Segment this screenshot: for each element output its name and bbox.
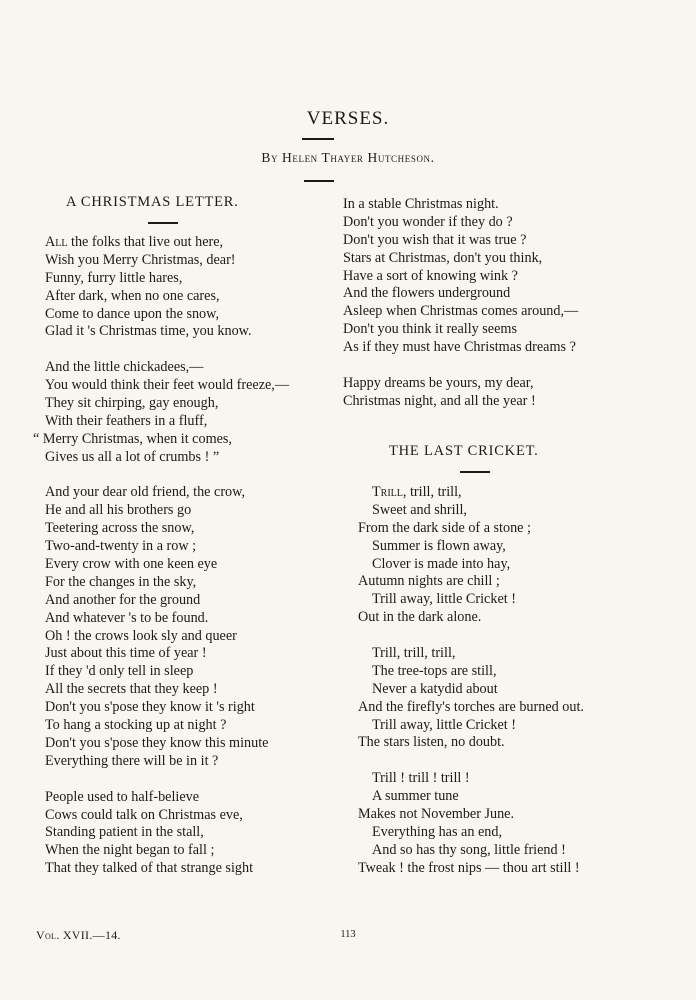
verse-line: Oh ! the crows look sly and queer: [45, 627, 237, 644]
verse-line: That they talked of that strange sight: [45, 860, 254, 877]
page-number: 113: [340, 929, 356, 940]
verse-line: Teetering across the snow,: [45, 520, 195, 537]
poem1-title-rule: [148, 222, 178, 224]
verse-line: And your dear old friend, the crow,: [45, 484, 246, 501]
poem1-right-column: [343, 196, 578, 411]
verse-line: In a stable Christmas night.: [343, 196, 499, 212]
verse-line: Trill, trill, trill,: [372, 484, 462, 500]
verse-line: Autumn nights are chill ;: [358, 573, 500, 590]
poem2-title-rule: [460, 471, 490, 473]
verse-line: The stars listen, no doubt.: [358, 734, 505, 751]
stanza: [45, 789, 289, 878]
verse-line: “ Merry Christmas, when it comes,: [33, 430, 232, 447]
stanza: [45, 234, 289, 341]
verse-line: Everything has an end,: [372, 823, 503, 840]
poem1-left-column: [33, 234, 290, 878]
verse-line: Gives us all a lot of crumbs ! ”: [45, 448, 220, 465]
verse-line: Asleep when Christmas comes around,—: [343, 303, 579, 320]
verse-line: A summer tune: [372, 788, 459, 805]
verse-line: Two-and-twenty in a row ;: [45, 538, 197, 555]
verse-line: Trill ! trill ! trill !: [372, 770, 470, 787]
verse-line: If they 'd only tell in sleep: [45, 663, 194, 680]
verse-line: And whatever 's to be found.: [45, 609, 209, 626]
verse-line: For the changes in the sky,: [45, 573, 197, 590]
verse-line: Just about this time of year !: [45, 645, 207, 662]
verse-line: The tree-tops are still,: [372, 662, 497, 679]
byline-rule: [304, 180, 334, 182]
verse-line: Don't you wish that it was true ?: [343, 231, 527, 248]
stanza: [343, 375, 578, 411]
verse-line: Happy dreams be yours, my dear,: [343, 374, 534, 391]
verse-line: After dark, when no one cares,: [45, 287, 220, 304]
title-rule: [302, 138, 334, 140]
verse-line: Glad it 's Christmas time, you know.: [45, 323, 252, 340]
verse-line: Out in the dark alone.: [358, 609, 482, 626]
verse-line: Everything there will be in it ?: [45, 752, 219, 769]
verse-line: Standing patient in the stall,: [45, 824, 204, 841]
verse-line: Don't you think it really seems: [343, 321, 517, 338]
stanza: [358, 770, 584, 877]
verse-line: With their feathers in a fluff,: [45, 412, 208, 429]
stanza: [343, 196, 578, 357]
verse-line: Christmas night, and all the year !: [343, 392, 536, 409]
verse-line: And so has thy song, little friend !: [372, 841, 566, 858]
verse-line: Sweet and shrill,: [372, 501, 467, 518]
stanza: [358, 645, 584, 752]
verse-line: All the folks that live out here,: [45, 234, 224, 250]
verse-line: And the firefly's torches are burned out.: [358, 698, 584, 715]
verse-line: And the little chickadees,—: [45, 359, 204, 376]
verse-line: Come to dance upon the snow,: [45, 305, 220, 322]
verse-line: Makes not November June.: [358, 806, 515, 823]
verse-line: Stars at Christmas, don't you think,: [343, 249, 543, 266]
verse-line: As if they must have Christmas dreams ?: [343, 339, 576, 356]
verse-line: You would think their feet would freeze,—: [45, 377, 290, 394]
author-byline: By Helen Thayer Hutcheson.: [261, 150, 435, 165]
poem2-column: [358, 484, 584, 878]
stanza: [358, 484, 584, 627]
poem-title-last-cricket: THE LAST CRICKET.: [389, 443, 539, 459]
verse-line: Clover is made into hay,: [372, 555, 511, 572]
verse-line: Cows could talk on Christmas eve,: [45, 806, 243, 823]
verse-line: They sit chirping, gay enough,: [45, 395, 219, 412]
verse-line: Have a sort of knowing wink ?: [343, 267, 518, 284]
verse-line: Funny, furry little hares,: [45, 269, 183, 286]
verse-line: He and all his brothers go: [45, 502, 192, 519]
verse-line: From the dark side of a stone ;: [358, 519, 531, 536]
verse-line: All the secrets that they keep !: [45, 681, 218, 698]
verse-line: Tweak ! the frost nips — thou art still !: [358, 859, 580, 876]
verse-line: Don't you s'pose they know this minute: [45, 734, 269, 751]
stanza: [45, 484, 289, 770]
verse-line: Trill, trill, trill,: [372, 645, 456, 662]
verse-line: And the flowers underground: [343, 285, 511, 302]
verse-line: Never a katydid about: [372, 680, 498, 697]
poem-title-christmas-letter: A CHRISTMAS LETTER.: [66, 194, 239, 210]
verse-line: And another for the ground: [45, 591, 201, 608]
verse-line: To hang a stocking up at night ?: [45, 717, 227, 734]
verse-line: Wish you Merry Christmas, dear!: [45, 251, 236, 268]
volume-label: Vol. XVII.—14.: [36, 928, 121, 942]
verse-line: When the night began to fall ;: [45, 842, 215, 859]
stanza: [33, 359, 290, 466]
verse-line: Trill away, little Cricket !: [372, 591, 516, 608]
verse-line: Summer is flown away,: [372, 537, 506, 554]
verse-line: Trill away, little Cricket !: [372, 716, 516, 733]
verse-line: Don't you wonder if they do ?: [343, 213, 513, 230]
verse-line-rest: , trill, trill,: [402, 484, 462, 500]
verse-line: People used to half-believe: [45, 788, 200, 805]
verse-line-rest: the folks that live out here,: [67, 234, 224, 250]
verse-line: Don't you s'pose they know it 's right: [45, 699, 255, 716]
verse-line: Every crow with one keen eye: [45, 556, 218, 573]
page-title: VERSES.: [306, 108, 390, 129]
